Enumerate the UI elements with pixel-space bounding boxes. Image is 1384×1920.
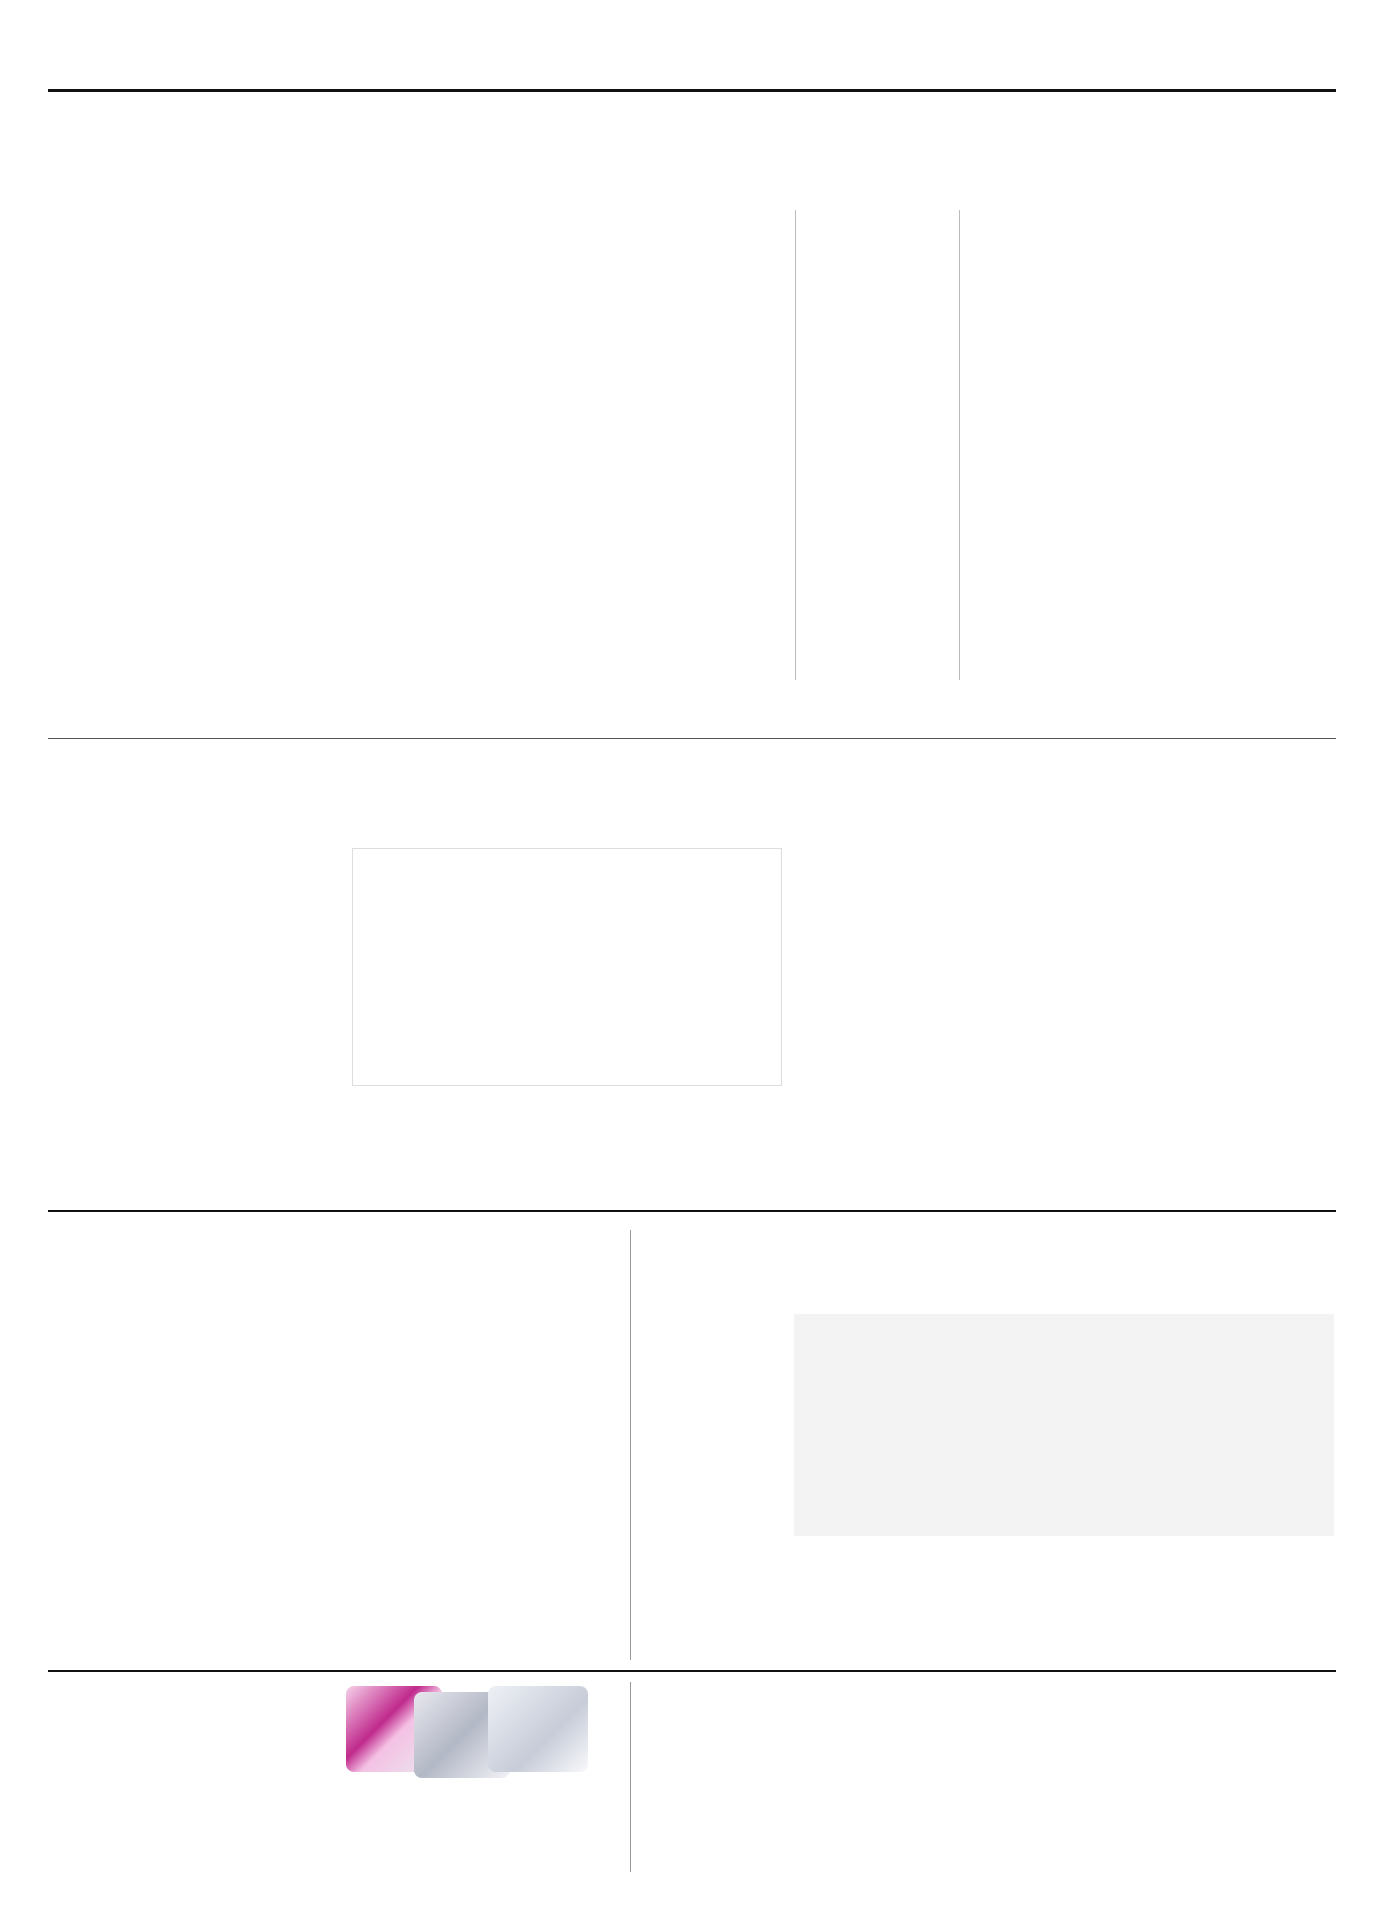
chart3	[966, 208, 1116, 448]
article6-col1	[652, 1796, 792, 1868]
divider	[795, 210, 796, 680]
divider	[959, 210, 960, 680]
article6-col3	[1100, 1682, 1334, 1842]
chart5-plot	[966, 462, 1116, 672]
article5-col1	[652, 1380, 784, 1662]
divider	[630, 1230, 631, 1660]
article4-col3	[340, 1790, 468, 1860]
chart5	[966, 462, 1116, 692]
chart1-plot	[646, 208, 788, 418]
article1-col4	[496, 208, 634, 698]
rule	[48, 1670, 1336, 1672]
article4-col1	[52, 1740, 180, 1860]
chart2-plot	[802, 208, 952, 418]
article2-col4	[567, 1116, 782, 1188]
article1-col2	[200, 298, 338, 698]
gdp-plot	[353, 849, 783, 1087]
article3-col2	[194, 1378, 326, 1640]
article2-col5	[792, 848, 932, 1188]
article3-col4	[478, 1290, 610, 1624]
article5-col3	[1100, 1546, 1334, 1642]
article2-chart	[352, 848, 782, 1086]
divider	[630, 1682, 631, 1872]
article2-col6	[942, 848, 1082, 1188]
article2-col1	[52, 916, 192, 1188]
article6-col2	[802, 1796, 942, 1868]
article3-col1	[52, 1378, 184, 1640]
article5-chart	[794, 1314, 1334, 1536]
loan-plot	[794, 1314, 1334, 1536]
chart4-plot	[802, 462, 952, 662]
masthead	[48, 40, 1336, 92]
article1-col3	[348, 298, 486, 698]
chart3-plot	[966, 208, 1116, 418]
article1-col5	[644, 460, 774, 688]
chart1	[646, 208, 788, 448]
article4-col4	[478, 1682, 610, 1846]
rule	[48, 738, 1336, 739]
article1-col1	[52, 298, 190, 698]
chart4	[802, 462, 952, 692]
chart2	[802, 208, 952, 448]
article5-col2	[950, 1546, 1090, 1662]
article3-col3	[336, 1290, 468, 1640]
article2-col2	[202, 916, 342, 1188]
article2-col7	[1092, 848, 1334, 1168]
article4-col2	[190, 1740, 318, 1860]
article2-col3	[352, 1116, 557, 1188]
rule	[48, 1210, 1336, 1212]
